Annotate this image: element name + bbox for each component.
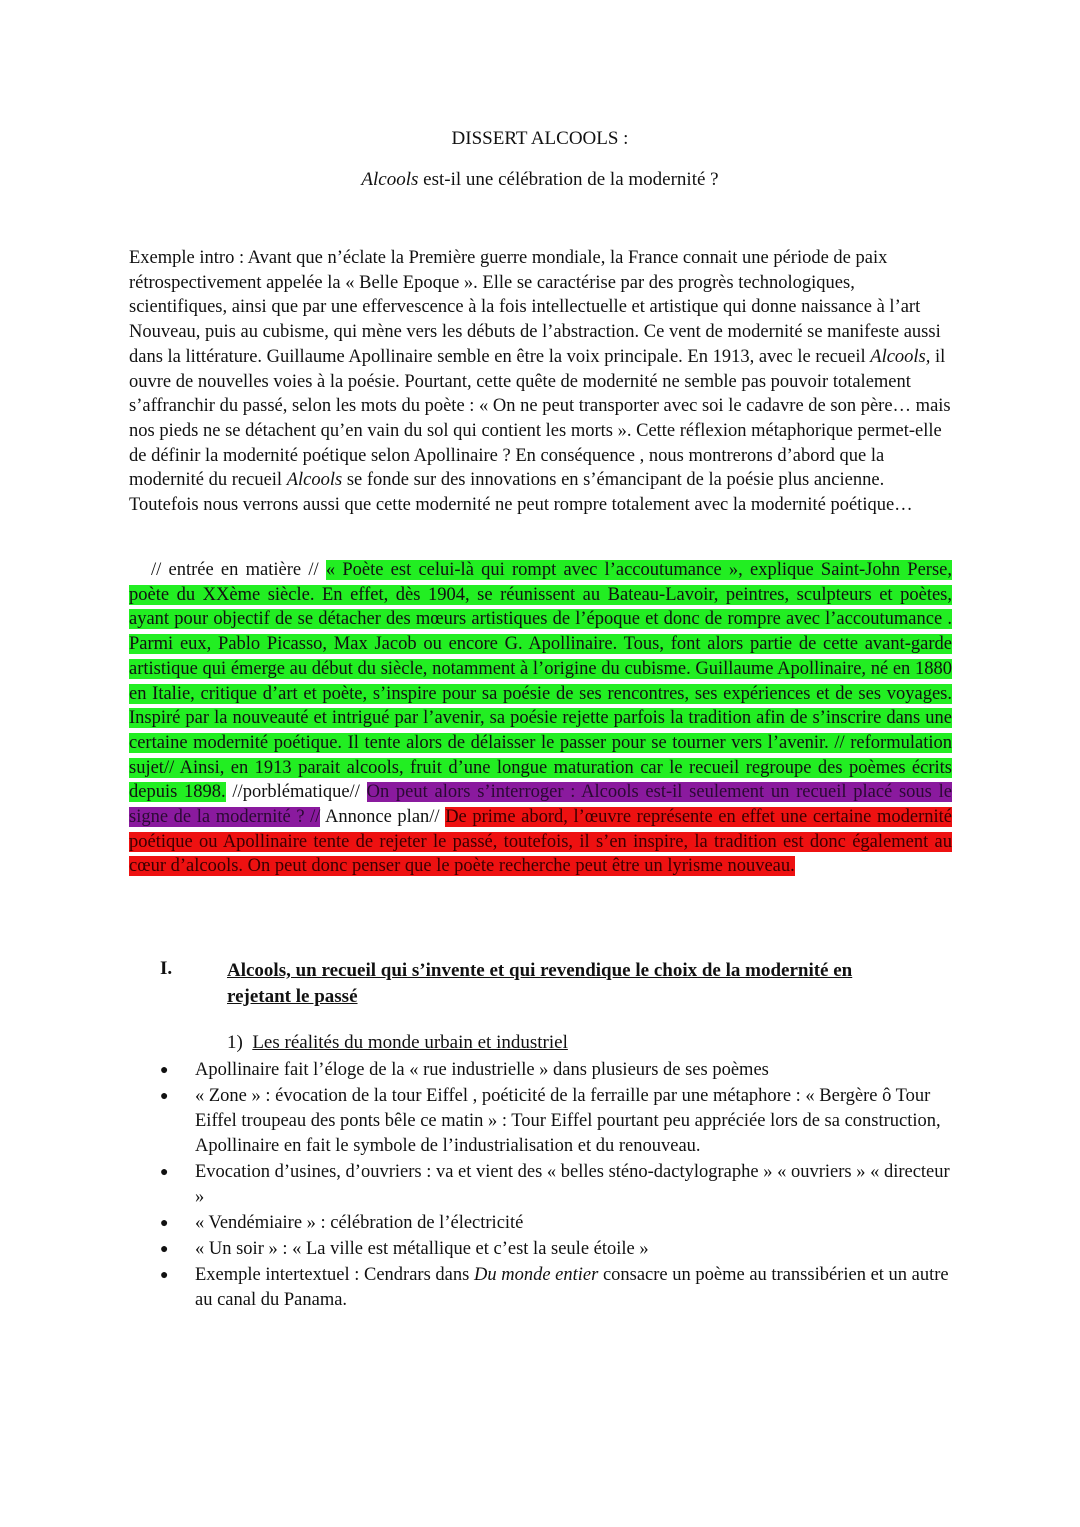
bullet-icon: ● <box>160 1063 169 1078</box>
document-title: DISSERT ALCOOLS : <box>451 128 629 149</box>
highlight-red-text: De prime abord, l’œuvre représente en effet une certaine modernité poétique ou Apollinaire tente de rejeter le passé, toutefois, il s’en inspire, la tradition est donc également au cœur d’alcools. On peut donc penser que le poète recherche peut être un lyrisme nouveau. <box>129 807 952 877</box>
bullet-icon: ● <box>160 1165 169 1180</box>
section-title: Alcools, un recueil qui s’invente et qui revendique le choix de la modernité en rejetant le passé <box>227 960 853 1007</box>
subsection-heading <box>227 1032 568 1054</box>
highlight-purple-text: On peut alors s’interroger : Alcools est-il seulement un recueil placé sous le signe de la modernité ? // <box>129 782 952 828</box>
intro-italic-2: Alcools <box>286 470 343 491</box>
bullet-icon: ● <box>160 1241 169 1257</box>
list-item-text: « Vendémiaire » : célébration de l’électricité <box>195 1213 524 1233</box>
list-item-text: Evocation d’usines, d’ouvriers : va et vient des « belles sténo-dactylographe » « ouvriers » « directeur » <box>195 1162 950 1208</box>
list-item-text: Apollinaire fait l’éloge de la « rue industrielle » dans plusieurs de ses poèmes <box>195 1060 769 1080</box>
list-item-text-post: consacre un poème au transsibérien et un autre au canal du Panama. <box>195 1264 949 1310</box>
list-item <box>160 1237 952 1262</box>
label-annonce-plan: Annonce plan// <box>320 807 446 828</box>
bullet-list <box>160 1058 952 1314</box>
intro-part-1: Exemple intro : Avant que n’éclate la Première guerre mondiale, la France connait une période de paix rétrospectivement appelée la « Belle Epoque ». Elle se caractérise par des progrès technologiques, scientifiques, ainsi que par une effervescence à la fois intellectuelle et artistique qui donne naissance à l’art Nouveau, puis au cubisme, qui mène vers les débuts de l’abstraction. Ce vent de modernité se manifeste aussi dans la littérature. Guillaume Apollinaire semble en être la voix principale. En 1913, avec le recueil <box>129 248 941 367</box>
subsection-number: 1) <box>227 1032 243 1053</box>
highlight-green-text: « Poète est celui-là qui rompt avec l’accoutumance », explique Saint-John Perse, poète du XXème siècle. En effet, dès 1904, se réunissent au Bateau-Lavoir, peintres, sculpteurs et poètes, ayant pour objectif de se détacher des mœurs artistiques de l’époque et donc de rompre avec l’accoutumance . Parmi eux, Pablo Picasso, Max Jacob ou encore G. Apollinaire. Tous, font alors partie de cette avant-garde artistique qui émerge au début du siècle, notamment à l’origine du cubisme. Guillaume Apollinaire, né en 1880 en Italie, critique d’art et poète, s’inspire pour sa poésie de ses rencontres, ses expériences et de ses voyages. Inspiré par la nouveauté et intrigué par l’avenir, sa poésie rejette parfois la tradition afin de s’inscrire dans une certaine modernité poétique. Il tente alors de délaisser le passer pour se tourner vers l’avenir. // reformulation sujet// Ainsi, en 1913 parait alcools, fruit d’une longue maturation car le recueil regroupe des poèmes écrits depuis 1898. <box>129 560 953 803</box>
label-entree-en-matiere: // entrée en matière // <box>151 560 326 580</box>
list-item-text-pre: Exemple intertextuel : Cendrars dans <box>195 1264 474 1285</box>
list-item <box>160 1211 952 1236</box>
introduction-body-paragraph <box>129 558 952 879</box>
section-number: I. <box>160 958 173 979</box>
list-item-text: « Un soir » : « La ville est métallique et c’est la seule étoile » <box>195 1238 649 1259</box>
subsection-title: Les réalités du monde urbain et industriel <box>252 1032 568 1053</box>
intro-italic-1: Alcools, <box>870 346 931 367</box>
bullet-icon: ● <box>160 1216 169 1231</box>
subtitle-rest: est-il une célébration de la modernité ? <box>418 169 719 190</box>
intro-paragraph <box>129 246 952 518</box>
label-problematique: //porblématique// <box>225 782 367 803</box>
bullet-icon: ● <box>160 1267 169 1283</box>
intro-part-2: il ouvre de nouvelles voies à la poésie. Pourtant, cette quête de modernité ne semble pas pouvoir totalement s’affranchir du passé, selon les mots du poète : « On ne peut transporter avec soi le cadavre de son père… mais nos pieds ne se détachent qu’en vain du sol qui contient les morts ». Cette réflexion métaphorique permet-elle de définir la modernité poétique selon Apollinaire ? En conséquence , nous montrerons d’abord que la modernité du recueil <box>129 346 951 491</box>
list-item-text: « Zone » : évocation de la tour Eiffel , poéticité de la ferraille par une métaphore : « Bergère ô Tour Eiffel troupeau des ponts bêle ce matin » : Tour Eiffel pourtant peu appréciée lors de sa construction, Apollinaire en fait le symbole de l’industrialisation et du renouveau. <box>195 1085 941 1157</box>
bullet-icon: ● <box>160 1088 169 1104</box>
list-item <box>160 1084 952 1160</box>
list-item-text-italic: Du monde entier <box>473 1264 599 1285</box>
list-item <box>160 1160 952 1210</box>
list-item <box>160 1263 952 1313</box>
list-item <box>160 1058 952 1083</box>
subtitle-italic: Alcools <box>361 169 419 190</box>
document-subtitle <box>0 169 1080 191</box>
intro-part-3: se fonde sur des innovations en s’émancipant de la poésie plus ancienne. Toutefois nous verrons aussi que cette modernité ne peut rompre totalement avec la modernité poétique… <box>129 470 913 516</box>
